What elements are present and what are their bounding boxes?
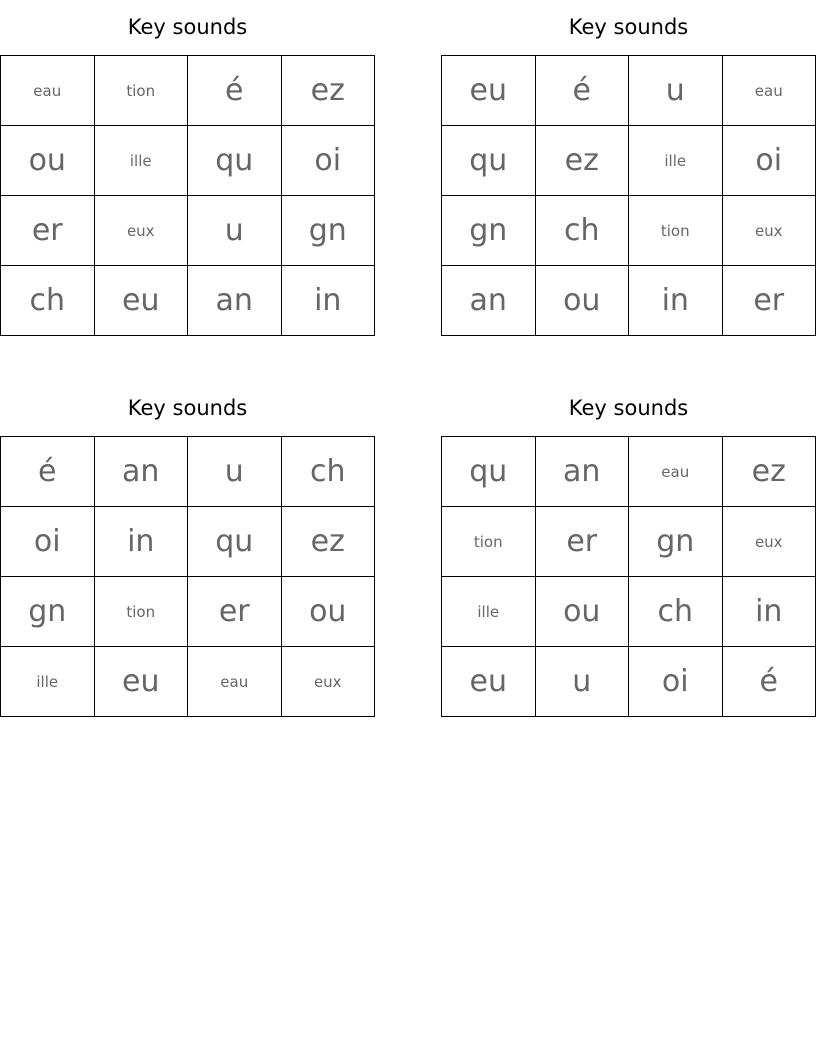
grid-row (442, 196, 816, 266)
sound-cell: er (722, 266, 816, 336)
sound-cell: an (188, 266, 282, 336)
sound-cell: eux (281, 647, 375, 717)
sound-cell: ille (442, 577, 536, 647)
sound-cell: ez (281, 56, 375, 126)
grid-row (1, 437, 375, 507)
sound-cell: ou (281, 577, 375, 647)
sound-cell: in (281, 266, 375, 336)
sound-cell: ou (1, 126, 95, 196)
sound-cell: tion (442, 507, 536, 577)
sound-cell: eu (94, 266, 188, 336)
grid-row (1, 56, 375, 126)
sounds-grid (0, 55, 375, 336)
sounds-grid (441, 436, 816, 717)
key-sounds-card (441, 396, 816, 717)
sound-cell: eux (722, 507, 816, 577)
sound-cell: gn (629, 507, 723, 577)
sound-cell: in (722, 577, 816, 647)
sounds-grid (441, 55, 816, 336)
sound-cell: u (535, 647, 629, 717)
key-sounds-card (0, 396, 375, 717)
grid-row (1, 647, 375, 717)
sound-cell: eux (722, 196, 816, 266)
sound-cell: é (188, 56, 282, 126)
sound-cell: an (442, 266, 536, 336)
sound-cell: oi (722, 126, 816, 196)
grid-row (442, 577, 816, 647)
grid-row (442, 507, 816, 577)
grid-row (1, 266, 375, 336)
sound-cell: er (535, 507, 629, 577)
sound-cell: gn (1, 577, 95, 647)
sound-cell: gn (281, 196, 375, 266)
sound-cell: tion (629, 196, 723, 266)
sound-cell: qu (442, 126, 536, 196)
sound-cell: ez (535, 126, 629, 196)
sound-cell: eau (188, 647, 282, 717)
sound-cell: in (94, 507, 188, 577)
card-title: Key sounds (568, 15, 689, 39)
sound-cell: u (188, 196, 282, 266)
sound-cell: ille (1, 647, 95, 717)
sound-cell: an (94, 437, 188, 507)
sound-cell: ch (535, 196, 629, 266)
grid-row (1, 126, 375, 196)
grid-row (1, 577, 375, 647)
sound-cell: é (1, 437, 95, 507)
grid-row (1, 196, 375, 266)
sound-cell: ch (281, 437, 375, 507)
card-title: Key sounds (568, 396, 689, 420)
sound-cell: u (629, 56, 723, 126)
sound-cell: an (535, 437, 629, 507)
sound-cell: qu (442, 437, 536, 507)
sound-cell: ou (535, 266, 629, 336)
sound-cell: ou (535, 577, 629, 647)
sound-cell: tion (94, 577, 188, 647)
sound-cell: ch (1, 266, 95, 336)
sounds-grid (0, 436, 375, 717)
sound-cell: qu (188, 507, 282, 577)
sound-cell: ch (629, 577, 723, 647)
sound-cell: eau (722, 56, 816, 126)
key-sounds-card (441, 15, 816, 336)
sound-cell: tion (94, 56, 188, 126)
sound-cell: é (722, 647, 816, 717)
sound-cell: eu (94, 647, 188, 717)
sound-cell: eux (94, 196, 188, 266)
sound-cell: é (535, 56, 629, 126)
sound-cell: oi (1, 507, 95, 577)
key-sounds-card (0, 15, 375, 336)
sound-cell: oi (281, 126, 375, 196)
sound-cell: eu (442, 56, 536, 126)
grid-row (442, 266, 816, 336)
sound-cell: er (188, 577, 282, 647)
sound-cell: gn (442, 196, 536, 266)
sound-cell: eu (442, 647, 536, 717)
sound-cell: ille (629, 126, 723, 196)
sound-cell: u (188, 437, 282, 507)
grid-row (1, 507, 375, 577)
card-title: Key sounds (127, 15, 248, 39)
sound-cell: qu (188, 126, 282, 196)
card-title: Key sounds (127, 396, 248, 420)
grid-row (442, 126, 816, 196)
sound-cell: in (629, 266, 723, 336)
sound-cell: eau (1, 56, 95, 126)
sound-cell: ez (722, 437, 816, 507)
sound-cell: ez (281, 507, 375, 577)
sound-cell: oi (629, 647, 723, 717)
sound-cell: ille (94, 126, 188, 196)
sound-cell: er (1, 196, 95, 266)
grid-row (442, 437, 816, 507)
sound-cell: eau (629, 437, 723, 507)
grid-row (442, 56, 816, 126)
grid-row (442, 647, 816, 717)
